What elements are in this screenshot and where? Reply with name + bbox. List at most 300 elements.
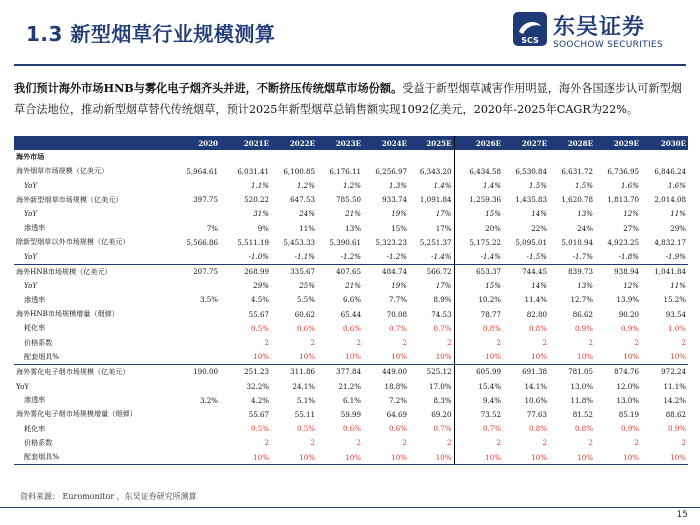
value-cell — [641, 150, 688, 164]
value-cell: 10% — [299, 352, 315, 362]
value-cell: 1,041.84 — [641, 264, 688, 279]
table-row — [14, 379, 688, 393]
value-cell: 2 — [681, 438, 686, 448]
value-cell: 10% — [345, 352, 361, 362]
value-cell: 647.53 — [290, 195, 315, 205]
value-cell: 3.2% — [199, 395, 218, 405]
table-row — [14, 407, 688, 421]
value-cell: 520.22 — [244, 195, 269, 205]
value-cell: 6,434.58 — [454, 164, 503, 178]
row-label: 耗化率 — [24, 423, 46, 433]
value-cell: 2 — [264, 438, 269, 448]
value-cell: 0.5% — [250, 323, 269, 333]
row-label: YoY — [24, 180, 38, 190]
value-cell: 5,511.19 — [237, 237, 269, 247]
value-cell: 2 — [310, 338, 315, 348]
value-cell: 6,176.11 — [329, 166, 361, 176]
value-cell: 0.8% — [528, 323, 547, 333]
value-cell: 21% — [345, 281, 361, 291]
table-row — [14, 264, 688, 279]
value-cell: 9% — [257, 223, 269, 233]
value-cell: 972.24 — [641, 364, 688, 379]
value-cell — [169, 422, 220, 436]
value-cell: 0.9% — [620, 424, 639, 434]
value-cell: 78.77 — [454, 307, 503, 321]
value-cell: 0.9% — [620, 323, 639, 333]
table-row — [14, 364, 688, 379]
value-cell: 11% — [670, 209, 686, 219]
value-cell: 10% — [595, 450, 641, 465]
value-cell: 2 — [402, 338, 407, 348]
value-cell: 311.86 — [271, 364, 317, 379]
value-cell: 13.0% — [570, 381, 593, 391]
value-cell: 6,100.85 — [283, 166, 315, 176]
value-cell — [503, 150, 549, 164]
value-cell: 27% — [623, 223, 639, 233]
page-title: 1.3 新型烟草行业规模测算 — [26, 22, 276, 46]
value-cell: 31% — [253, 209, 269, 219]
table-row — [14, 293, 688, 307]
value-cell: 566.72 — [409, 264, 454, 279]
row-label: YoY — [24, 251, 38, 261]
year-header-cell: 2022E — [271, 136, 317, 150]
row-label: 价格系数 — [24, 437, 53, 447]
value-cell: 17.0% — [428, 381, 452, 391]
value-cell: 785.50 — [336, 195, 361, 205]
value-cell: 24% — [577, 223, 593, 233]
value-cell: 2 — [264, 338, 269, 348]
value-cell: 691.38 — [503, 364, 549, 379]
value-cell — [169, 379, 220, 393]
value-cell: 3.5% — [199, 295, 218, 305]
value-cell: 81.52 — [572, 409, 593, 419]
value-cell: 15% — [454, 279, 503, 293]
value-cell: 335.67 — [271, 264, 317, 279]
value-cell: 12% — [623, 281, 639, 291]
value-cell: 0.6% — [342, 323, 361, 333]
value-cell: 29% — [253, 281, 269, 291]
value-cell: 19% — [391, 281, 407, 291]
value-cell: 22% — [531, 223, 547, 233]
value-cell: 0.7% — [433, 323, 452, 333]
value-cell: 7% — [206, 223, 218, 233]
value-cell: 2 — [634, 338, 639, 348]
value-cell: 0.8% — [528, 424, 547, 434]
year-header-cell: 2028E — [549, 136, 595, 150]
value-cell: 525.12 — [409, 364, 454, 379]
value-cell: 6,256.97 — [375, 166, 407, 176]
value-cell: 251.23 — [220, 364, 271, 379]
value-cell — [169, 407, 220, 421]
value-cell: 2 — [542, 338, 547, 348]
value-cell — [169, 335, 220, 349]
value-cell: 1,091.84 — [419, 195, 452, 205]
value-cell: 6,736.95 — [607, 166, 639, 176]
table-row — [14, 350, 688, 365]
value-cell: 60.62 — [294, 309, 315, 319]
value-cell — [169, 178, 220, 192]
value-cell — [169, 279, 220, 293]
table-row — [14, 164, 688, 178]
value-cell: 6,530.84 — [515, 166, 547, 176]
footer-divider — [0, 507, 700, 508]
value-cell: 11% — [670, 281, 686, 291]
value-cell: 12.0% — [616, 381, 639, 391]
value-cell: 0.7% — [388, 323, 407, 333]
value-cell: 0.8% — [454, 321, 503, 335]
value-cell: 2 — [588, 438, 593, 448]
value-cell: 10% — [641, 450, 688, 465]
intro-bold-text: 我们预计海外市场HNB与雾化电子烟齐头并进，不断挤压传统烟草市场份额。 — [14, 81, 403, 95]
value-cell: 77.63 — [526, 409, 547, 419]
value-cell: 10% — [363, 450, 409, 465]
value-cell: 938.94 — [595, 264, 641, 279]
logo-chinese-name: 东吴证券 — [553, 15, 646, 40]
value-cell: 6.1% — [342, 395, 361, 405]
value-cell: 2 — [356, 438, 361, 448]
value-cell: 85.19 — [618, 409, 639, 419]
table-row — [14, 207, 688, 221]
value-cell: -1.9% — [665, 251, 686, 261]
value-cell: 449.00 — [363, 364, 409, 379]
value-cell: 32.2% — [246, 381, 269, 391]
value-cell: 2 — [356, 338, 361, 348]
value-cell: 10% — [577, 352, 593, 362]
table-row — [14, 279, 688, 293]
value-cell: 10% — [253, 352, 269, 362]
year-header-cell: 2021E — [220, 136, 271, 150]
value-cell: 15.4% — [454, 379, 503, 393]
value-cell: 15.2% — [663, 295, 686, 305]
year-header-cell: 2027E — [503, 136, 549, 150]
row-label: YoY — [24, 209, 38, 219]
value-cell: 10.6% — [524, 395, 547, 405]
value-cell: 10% — [531, 352, 547, 362]
value-cell: 6.6% — [342, 295, 361, 305]
value-cell: 10% — [409, 450, 454, 465]
year-header-cell: 2023E — [317, 136, 363, 150]
value-cell: 10% — [271, 450, 317, 465]
value-cell: 407.65 — [317, 264, 363, 279]
value-cell: 2 — [446, 438, 452, 448]
value-cell — [595, 150, 641, 164]
value-cell: 0.6% — [388, 424, 407, 434]
value-cell: 5,095.01 — [515, 237, 547, 247]
value-cell: 1.3% — [388, 180, 407, 190]
value-cell: 874.76 — [595, 364, 641, 379]
value-cell: 1.1% — [250, 180, 269, 190]
value-cell: 1.2% — [296, 180, 315, 190]
value-cell: 10% — [454, 350, 503, 365]
table-row — [14, 335, 688, 349]
value-cell: 397.75 — [193, 195, 218, 205]
value-cell: 6,631.72 — [561, 166, 593, 176]
logo-english-name: SOOCHOW SECURITIES — [553, 40, 663, 50]
value-cell: 10% — [549, 450, 595, 465]
value-cell — [317, 150, 363, 164]
table-row — [14, 393, 688, 407]
value-cell: 744.45 — [503, 264, 549, 279]
value-cell: 2 — [454, 436, 503, 450]
value-cell: 0.6% — [296, 323, 315, 333]
value-cell: 19% — [391, 209, 407, 219]
value-cell: 2 — [588, 338, 593, 348]
value-cell: 933.74 — [382, 195, 407, 205]
value-cell: 0.7% — [454, 422, 503, 436]
value-cell — [220, 150, 271, 164]
table-row — [14, 178, 688, 192]
value-cell: 20% — [454, 221, 503, 235]
value-cell: 13.9% — [616, 295, 639, 305]
table-row — [14, 235, 688, 249]
value-cell: 65.44 — [340, 309, 361, 319]
value-cell: 24% — [299, 209, 315, 219]
value-cell: 207.75 — [169, 264, 220, 279]
value-cell: 5,175.22 — [454, 235, 503, 249]
value-cell: 2 — [542, 438, 547, 448]
value-cell: 377.84 — [317, 364, 363, 379]
value-cell: 11.1% — [663, 381, 686, 391]
value-cell — [169, 350, 220, 365]
intro-paragraph — [14, 78, 686, 120]
value-cell: 15% — [454, 207, 503, 221]
value-cell: 13% — [345, 223, 361, 233]
value-cell: 10% — [317, 450, 363, 465]
row-label: 海外雾化电子烟市场规模（亿美元） — [14, 364, 169, 379]
value-cell: 4.2% — [250, 395, 269, 405]
row-label: 海外市场 — [16, 152, 45, 162]
table-row — [14, 436, 688, 450]
value-cell: 5.5% — [296, 295, 315, 305]
page-number: 15 — [676, 510, 688, 520]
value-cell — [169, 436, 220, 450]
value-cell: 14.1% — [524, 381, 547, 391]
table-row — [14, 450, 688, 465]
value-cell: 10% — [670, 352, 686, 362]
source-note: 资料来源： Euromonitor ，东吴证券研究所测算 — [20, 492, 197, 501]
row-label: 海外雾化电子烟市场规模增量（烟弹） — [16, 409, 137, 419]
row-label: 海外HNB市场规模增量（烟弹） — [16, 309, 119, 319]
value-cell: 0.9% — [574, 323, 593, 333]
value-cell: 17% — [435, 281, 452, 291]
value-cell: 2 — [454, 335, 503, 349]
value-cell: 55.67 — [248, 409, 269, 419]
value-cell: 0.8% — [574, 424, 593, 434]
table-row — [14, 193, 688, 207]
table-row — [14, 422, 688, 436]
year-header-cell: 2024E — [363, 136, 409, 150]
value-cell: -1.2% — [340, 251, 361, 261]
value-cell: 10% — [391, 352, 407, 362]
value-cell — [409, 150, 454, 164]
value-cell: 86.62 — [572, 309, 593, 319]
value-cell: 12% — [623, 209, 639, 219]
value-cell: 484.74 — [363, 264, 409, 279]
value-cell: -1.0% — [248, 251, 269, 261]
value-cell: 1,435.83 — [515, 195, 547, 205]
value-cell — [169, 450, 220, 465]
value-cell: -1.4% — [431, 251, 452, 261]
table-row — [14, 150, 688, 164]
value-cell: 5,323.23 — [375, 237, 407, 247]
value-cell: 4,832.17 — [654, 237, 686, 247]
row-label: 渗透率 — [24, 395, 46, 405]
value-cell — [549, 150, 595, 164]
value-cell — [169, 307, 220, 321]
value-cell: 74.53 — [431, 309, 452, 319]
value-cell: 0.5% — [296, 424, 315, 434]
value-cell: 1.5% — [574, 180, 593, 190]
value-cell: 190.00 — [169, 364, 220, 379]
value-cell: 2 — [446, 338, 452, 348]
value-cell: 21.2% — [338, 381, 361, 391]
value-cell: 7.7% — [388, 295, 407, 305]
value-cell: 25% — [299, 281, 315, 291]
value-cell: 1.6% — [620, 180, 639, 190]
header-label-cell — [14, 136, 169, 150]
value-cell: 14.2% — [663, 395, 686, 405]
row-label: 配套烟具% — [14, 450, 169, 465]
value-cell: 5,964.61 — [186, 166, 218, 176]
value-cell — [169, 150, 220, 164]
row-label: 配套烟具% — [24, 351, 60, 361]
value-cell: 5,251.37 — [419, 237, 452, 247]
value-cell: 17% — [435, 223, 452, 233]
value-cell: 839.73 — [549, 264, 595, 279]
value-cell: 10.2% — [454, 293, 503, 307]
value-cell: 0.9% — [667, 424, 686, 434]
value-cell: 14% — [531, 281, 547, 291]
intro-body-text: 受益于新型烟草减害作用明显，海外各国逐步认可新型烟草合法地位，推动新型烟草替代传统烟草，预计2025年新型烟草总销售额实现1092亿美元，2020年-2025年CAGR为22%。 — [14, 82, 682, 116]
year-header-cell: 2030E — [641, 136, 688, 150]
value-cell: 8.3% — [433, 395, 452, 405]
row-label: 除新型烟草以外市场规模（亿美元） — [16, 237, 130, 247]
value-cell: 9.4% — [454, 393, 503, 407]
value-cell: 69.20 — [431, 409, 452, 419]
value-cell: 1.6% — [667, 180, 686, 190]
value-cell: -1.5% — [526, 251, 547, 261]
value-cell: -1.8% — [618, 251, 639, 261]
table-row — [14, 249, 688, 264]
value-cell: 4,923.25 — [607, 237, 639, 247]
value-cell: 29% — [670, 223, 686, 233]
value-cell: 55.67 — [248, 309, 269, 319]
value-cell: 73.52 — [454, 407, 503, 421]
value-cell: 10% — [454, 450, 503, 465]
value-cell: 11.4% — [524, 295, 547, 305]
value-cell: 17% — [435, 209, 452, 219]
row-label: 耗化率 — [24, 323, 46, 333]
value-cell: 5,566.86 — [186, 237, 218, 247]
row-label: 渗透率 — [24, 294, 46, 304]
value-cell — [363, 150, 409, 164]
value-cell: 12.7% — [570, 295, 593, 305]
value-cell: 15% — [391, 223, 407, 233]
year-header-cell: 2026E — [454, 136, 503, 150]
value-cell: -1.2% — [386, 251, 407, 261]
header-divider — [14, 64, 686, 66]
market-size-table — [14, 136, 688, 465]
value-cell — [454, 150, 503, 164]
row-label: YoY — [24, 281, 38, 291]
value-cell: 59.99 — [340, 409, 361, 419]
value-cell: 8.9% — [433, 295, 452, 305]
value-cell: 10% — [435, 352, 452, 362]
table-row — [14, 221, 688, 235]
value-cell: 0.5% — [250, 424, 269, 434]
value-cell: 6,846.24 — [654, 166, 686, 176]
value-cell: 82.80 — [526, 309, 547, 319]
value-cell: 11.8% — [570, 395, 593, 405]
value-cell: 6,343.20 — [419, 166, 452, 176]
value-cell: 10% — [220, 450, 271, 465]
value-cell: 90.20 — [618, 309, 639, 319]
value-cell: 5,453.33 — [283, 237, 315, 247]
value-cell: 13% — [577, 209, 593, 219]
value-cell: 653.37 — [454, 264, 503, 279]
row-label: 海外烟草市场规模（亿美元） — [16, 166, 109, 176]
value-cell: 70.08 — [386, 309, 407, 319]
value-cell: 14% — [531, 209, 547, 219]
value-cell: -1.4% — [454, 249, 503, 264]
table-row — [14, 321, 688, 335]
value-cell: 0.7% — [433, 424, 452, 434]
value-cell: 2 — [402, 438, 407, 448]
table-header-row — [14, 136, 688, 150]
soochow-logo-icon — [513, 12, 547, 46]
value-cell — [169, 321, 220, 335]
value-cell: 2,014.08 — [654, 195, 686, 205]
value-cell: 10% — [503, 450, 549, 465]
value-cell: 24.1% — [292, 381, 315, 391]
row-label: 海外新型烟草市场规模（亿美元） — [16, 194, 123, 204]
year-header-cell: 2020 — [169, 136, 220, 150]
value-cell: -1.7% — [572, 251, 593, 261]
value-cell: 1.5% — [528, 180, 547, 190]
value-cell: 268.99 — [220, 264, 271, 279]
value-cell: 0.6% — [342, 424, 361, 434]
row-label: 海外HNB市场规模（亿美元） — [14, 264, 169, 279]
value-cell: 6,031.41 — [237, 166, 269, 176]
value-cell: 93.54 — [665, 309, 686, 319]
year-header-cell: 2025E — [409, 136, 454, 150]
value-cell: 7.2% — [388, 395, 407, 405]
value-cell: -1.1% — [294, 251, 315, 261]
row-label: 渗透率 — [24, 223, 46, 233]
value-cell: 64.69 — [386, 409, 407, 419]
value-cell: 13% — [577, 281, 593, 291]
value-cell: 1.4% — [454, 178, 503, 192]
value-cell: 88.62 — [665, 409, 686, 419]
year-header-cell: 2029E — [595, 136, 641, 150]
value-cell: 1,813.70 — [607, 195, 639, 205]
value-cell: 2 — [310, 438, 315, 448]
value-cell: 13.0% — [616, 395, 639, 405]
value-cell: 4.5% — [250, 295, 269, 305]
row-label: YoY — [16, 381, 30, 391]
value-cell: 55.11 — [294, 409, 315, 419]
table-row — [14, 307, 688, 321]
value-cell: 5,010.94 — [561, 237, 593, 247]
value-cell: 1.4% — [433, 180, 452, 190]
value-cell: 1,620.78 — [561, 195, 593, 205]
value-cell: 10% — [623, 352, 639, 362]
value-cell: 1.0% — [667, 323, 686, 333]
value-cell — [271, 150, 317, 164]
value-cell: 5,390.61 — [329, 237, 361, 247]
row-label: 价格系数 — [24, 337, 53, 347]
value-cell: 1.2% — [342, 180, 361, 190]
